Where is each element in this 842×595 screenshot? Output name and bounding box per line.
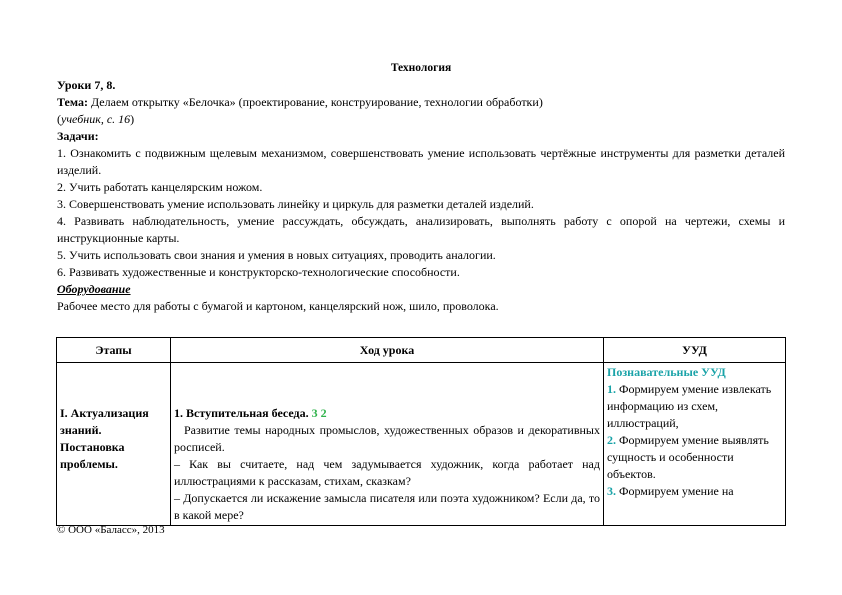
theme-text: Делаем открытку «Белочка» (проектирование, конструирование, технологии обработки) — [87, 95, 543, 109]
page-title: Технология — [390, 62, 452, 74]
tasks-label: Задачи: — [57, 129, 99, 143]
ref-italic: учебник, с. 16 — [61, 112, 131, 126]
uud-item-text: Формируем умение извлекать информацию из схем, иллюстраций, — [607, 382, 772, 430]
lesson-theme — [57, 94, 785, 111]
uud-item-text: Формируем умение выявлять сущность и особенности объектов. — [607, 433, 769, 481]
lesson-heading: 1. Вступительная беседа. — [174, 406, 309, 420]
lesson-line: – Допускается ли искажение замысла писателя или поэта художником? Если да, то в какой мере? — [174, 491, 600, 522]
uud-item-number: 2. — [607, 433, 616, 447]
task-item: 3. Совершенствовать умение использовать линейку и циркуль для разметки деталей изделий. — [57, 197, 534, 211]
lesson-number: Уроки 7, 8. — [57, 78, 116, 92]
task-item: 6. Развивать художественные и конструкторско-технологические способности. — [57, 265, 460, 279]
lesson-intro — [57, 77, 785, 315]
lesson-line: Развитие темы народных промыслов, художественных образов и декоративных росписей. — [174, 423, 600, 454]
table-row — [57, 363, 786, 526]
header-lesson-flow: Ход урока — [171, 338, 604, 363]
task-item: 1. Ознакомить с подвижным щелевым механизмом, совершенствовать умение использовать чертёжные инструменты для разметки деталей изделий. — [57, 146, 785, 177]
uud-heading: Познавательные УУД — [607, 365, 726, 379]
uud-item — [607, 483, 782, 500]
stage-cell: I. Актуализация знаний. Постановка проблемы. — [57, 363, 171, 526]
uud-item-number: 1. — [607, 382, 616, 396]
header-uud: УУД — [604, 338, 786, 363]
uud-item — [607, 381, 782, 432]
lesson-line: – Как вы считаете, над чем задумывается художник, когда работает над иллюстрациями к рассказам, стихам, сказкам? — [174, 457, 600, 488]
ref-close: ) — [130, 112, 135, 126]
task-item: 2. Учить работать канцелярским ножом. — [57, 180, 263, 194]
equipment-label: Оборудование — [57, 282, 131, 296]
uud-item-text: Формируем умение на — [616, 484, 734, 498]
task-item: 4. Развивать наблюдательность, умение рассуждать, обсуждать, анализировать, выполнять работу с опорой на чертежи, схемы и инструкционные карты. — [57, 214, 785, 245]
uud-cell — [604, 363, 786, 526]
header-stages: Этапы — [57, 338, 171, 363]
lesson-markers: 3 2 — [311, 406, 327, 420]
uud-item-number: 3. — [607, 484, 616, 498]
copyright-footer: © ООО «Баласс», 2013 — [57, 524, 165, 536]
ref-open: ( — [57, 112, 61, 126]
table-header-row — [57, 338, 786, 363]
equipment-text: Рабочее место для работы с бумагой и картоном, канцелярский нож, шило, проволока. — [57, 299, 499, 313]
lesson-plan-table — [56, 337, 786, 526]
textbook-reference — [57, 111, 785, 128]
lesson-cell — [171, 363, 604, 526]
task-item: 5. Учить использовать свои знания и умения в новых ситуациях, проводить аналогии. — [57, 248, 496, 262]
theme-label: Тема: — [57, 95, 88, 109]
uud-item — [607, 432, 782, 483]
